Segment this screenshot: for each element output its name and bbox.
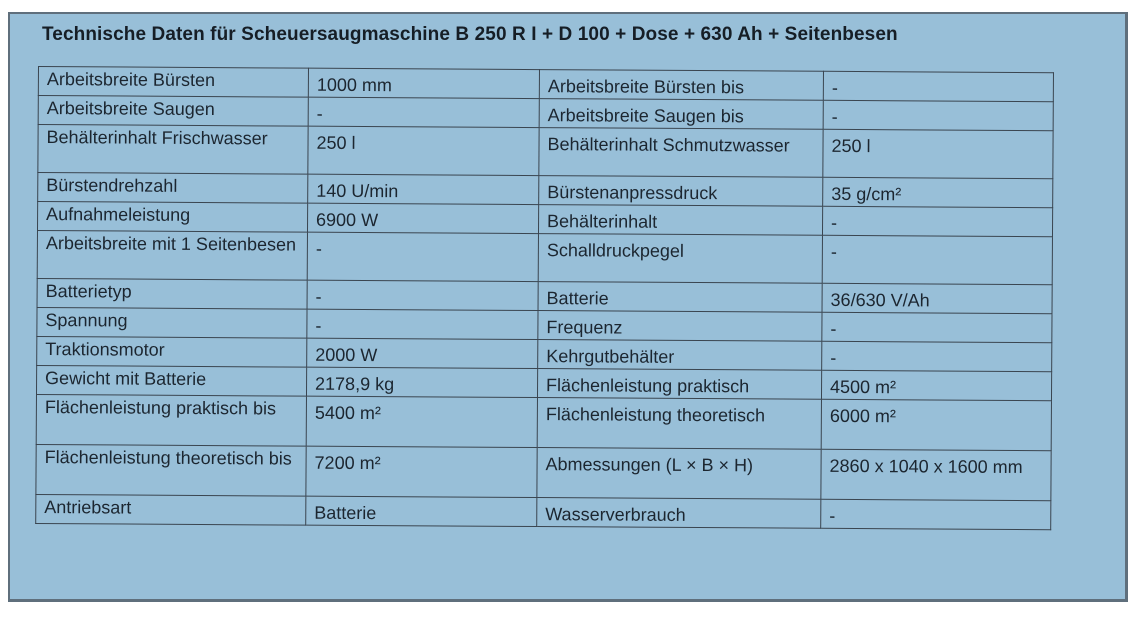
spec-label: Batterie <box>538 282 822 313</box>
spec-label: Traktionsmotor <box>37 336 307 367</box>
spec-value: 6900 W <box>307 203 538 233</box>
spec-value: 6000 m² <box>821 399 1051 450</box>
spec-value: 140 U/min <box>308 174 539 204</box>
document-title: Technische Daten für Scheuersaugmaschine B 250 R I + D 100 + Dose + 630 Ah + Seitenbesen <box>42 24 898 45</box>
spec-label: Frequenz <box>538 311 822 342</box>
spec-label: Arbeitsbreite Bürsten <box>38 67 308 98</box>
spec-label: Flächenleistung praktisch bis <box>36 394 306 446</box>
spec-value: - <box>822 206 1052 236</box>
spec-value: - <box>823 71 1053 101</box>
spec-value: - <box>822 341 1052 371</box>
spec-label: Flächenleistung theoretisch bis <box>36 444 306 496</box>
spec-value: - <box>821 499 1051 529</box>
spec-label: Behälterinhalt <box>538 205 822 236</box>
spec-label: Behälterinhalt Schmutzwasser <box>539 128 823 178</box>
spec-value: Batterie <box>306 496 537 526</box>
spec-label: Gewicht mit Batterie <box>36 365 306 396</box>
spec-label: Schalldruckpegel <box>538 234 822 284</box>
spec-value: 5400 m² <box>306 396 537 447</box>
spec-label: Bürstendrehzahl <box>38 173 308 204</box>
spec-label: Abmessungen (L × B × H) <box>537 448 821 500</box>
table-row <box>36 494 1051 529</box>
spec-label: Arbeitsbreite Saugen <box>38 96 308 127</box>
spec-label: Bürstenanpressdruck <box>539 176 823 207</box>
spec-label: Spannung <box>37 307 307 338</box>
spec-label: Flächenleistung theoretisch <box>537 398 821 450</box>
table-row <box>36 444 1051 500</box>
spec-label: Behälterinhalt Frischwasser <box>38 125 308 175</box>
spec-value: 2000 W <box>307 338 538 368</box>
spec-label: Arbeitsbreite mit 1 Seitenbesen <box>37 230 307 280</box>
spec-label: Flächenleistung praktisch <box>537 369 821 400</box>
table-row <box>37 230 1052 284</box>
spec-value: 36/630 V/Ah <box>822 283 1052 313</box>
spec-value: 250 l <box>308 126 539 175</box>
spec-value: 250 l <box>823 129 1053 178</box>
spec-value: - <box>822 312 1052 342</box>
spec-table <box>35 66 1054 530</box>
spec-label: Arbeitsbreite Saugen bis <box>539 99 823 130</box>
spec-label: Aufnahmeleistung <box>37 202 307 233</box>
spec-value: 2860 x 1040 x 1600 mm <box>821 449 1051 500</box>
spec-value: - <box>822 235 1052 284</box>
spec-label: Antriebsart <box>36 494 306 525</box>
spec-label: Wasserverbrauch <box>537 498 821 529</box>
spec-label: Kehrgutbehälter <box>538 340 822 371</box>
spec-label: Arbeitsbreite Bürsten bis <box>539 70 823 101</box>
spec-value: 1000 mm <box>308 68 539 98</box>
spec-value: 7200 m² <box>306 446 537 497</box>
spec-value: - <box>823 100 1053 130</box>
spec-value: 2178,9 kg <box>306 367 537 397</box>
spec-value: 35 g/cm² <box>823 177 1053 207</box>
spec-label: Batterietyp <box>37 278 307 309</box>
spec-value: - <box>308 97 539 127</box>
table-row <box>38 125 1053 179</box>
spec-value: - <box>307 232 538 281</box>
scanned-document <box>8 12 1128 602</box>
spec-value: - <box>307 280 538 310</box>
spec-value: - <box>307 309 538 339</box>
table-row <box>36 394 1051 450</box>
spec-value: 4500 m² <box>821 370 1051 400</box>
